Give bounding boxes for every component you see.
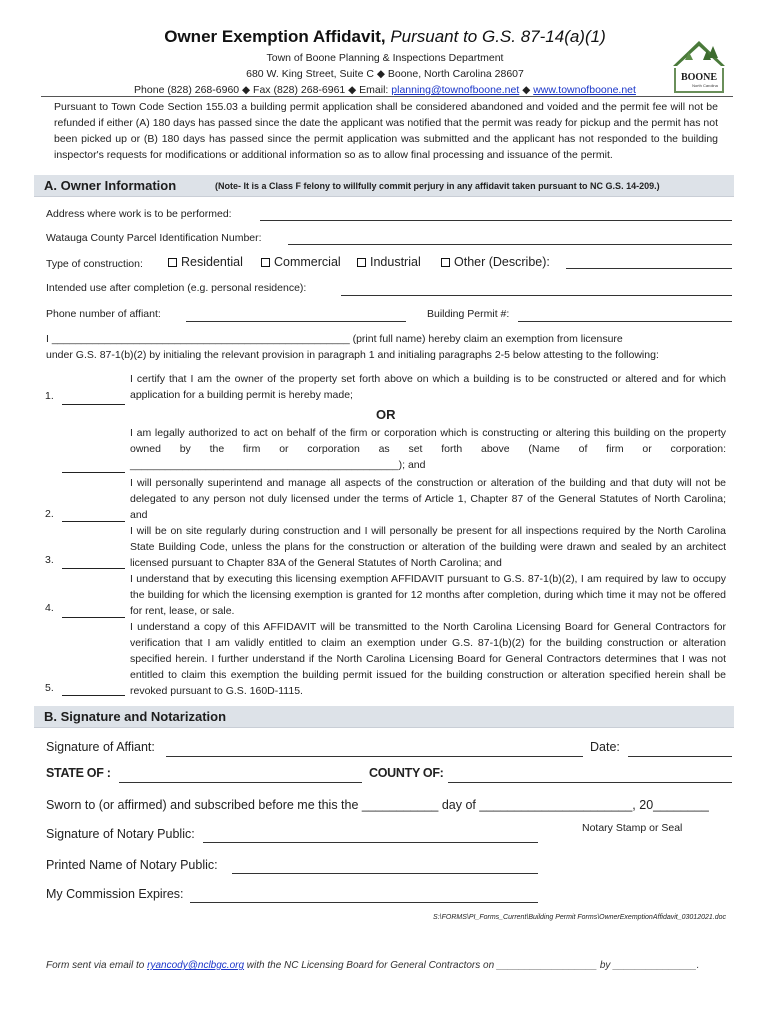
checkbox-icon (168, 258, 177, 267)
checkbox-icon (261, 258, 270, 267)
industrial-checkbox[interactable]: Industrial (357, 255, 421, 269)
item-5-number: 5. (45, 682, 54, 694)
town-logo (667, 36, 731, 94)
intro-paragraph: Pursuant to Town Code Section 155.03 a building permit application shall be considered abandoned and voided and the permit fee will not be refunded if either (A) 180 days has passed since the date the applicant was notified that the permit was ready for pickup and the permit has not been picked up or (B) 180 days has passed since the permit application was submitted and the applicant has not responded to the building inspector's requests for modifications or additional information so as to allow final processing and issuance of the permit. (54, 101, 718, 162)
department-name: Town of Boone Planning & Inspections Department (266, 52, 504, 64)
logo-text: BOONE (680, 72, 718, 83)
residential-checkbox[interactable]: Residential (168, 255, 243, 269)
item-2-number: 2. (45, 508, 54, 520)
phone-field[interactable] (186, 321, 406, 322)
affiant-signature-label: Signature of Affiant: (46, 740, 155, 754)
header-divider (41, 96, 733, 97)
item-3-text: I will be on site regularly during construction and I will personally be present for all inspections required by the North Carolina State Building Code, unless the plans for the construction or alteration of the building were drawn and sealed by an architect licensed pursuant to Chapter 83A of the General Statutes of North Carolina; and (130, 525, 726, 570)
intended-use-field[interactable] (341, 295, 732, 296)
sworn-statement: Sworn to (or affirmed) and subscribed before me this the ___________ day of ______________________, 20________ (46, 798, 709, 812)
item-5-initials[interactable] (62, 695, 125, 696)
page-title: Owner Exemption Affidavit, Pursuant to G.S. 87-14(a)(1) (164, 27, 606, 46)
permit-number-field[interactable] (518, 321, 732, 322)
state-field[interactable] (119, 782, 362, 783)
notary-signature-label: Signature of Notary Public: (46, 827, 195, 841)
section-a-title: A. Owner Information (44, 178, 177, 193)
checkbox-icon (357, 258, 366, 267)
item-4-number: 4. (45, 602, 54, 614)
construction-type-label: Type of construction: (46, 258, 143, 270)
logo-subtext: North Carolina (692, 83, 718, 88)
item-1-text: I certify that I am the owner of the property set forth above on which a building is to be constructed or altered and for which application for a building permit is hereby made; (130, 373, 726, 402)
commission-expires-label: My Commission Expires: (46, 887, 184, 901)
section-a-note: (Note- It is a Class F felony to willfully commit perjury in any affidavit taken pursuant to NC G.S. 14-209.) (215, 181, 660, 191)
date-field[interactable] (628, 756, 732, 757)
item-5-text: I understand a copy of this AFFIDAVIT will be transmitted to the North Carolina Licensing Board for General Contractors for verification that I am validly entitled to claim an exemption under G.S. 87-1(b)(2) for the building construction or alteration specified herein. I further understand if the North Carolina Licensing Board for General Contractors determines that I was not entitled to claim this exemption the building permit issued for the building construction or alteration specified herein shall be revoked pursuant to G.S. 160D-1115. (130, 621, 726, 698)
section-b-header (34, 706, 734, 728)
parcel-field[interactable] (288, 244, 732, 245)
section-b-title: B. Signature and Notarization (44, 709, 227, 724)
item-4-text: I understand that by executing this licensing exemption AFFIDAVIT pursuant to G.S. 87-1(b)(2), I am required by law to occupy the building for which the licensing exemption is granted for 12 months after completion, during which time it may not be offered for rent, lease, or sale. (130, 573, 726, 618)
item-1-number: 1. (45, 390, 54, 402)
section-a-header (34, 175, 734, 197)
intended-use-label: Intended use after completion (e.g. personal residence): (46, 282, 307, 294)
sent-statement: Form sent via email to ryancody@nclbgc.org with the NC Licensing Board for General Contractors on __________________ by _______________. (46, 960, 700, 971)
claim-statement-line1: I ___________________________________________________ (print full name) hereby claim an exemption from licensure (46, 333, 623, 345)
notary-printed-name-field[interactable] (232, 873, 538, 874)
phone-label: Phone number of affiant: (46, 308, 161, 320)
item-1b-text: I am legally authorized to act on behalf of the firm or corporation which is constructing or altering this building on the property owned by the firm or corporation as set forth above (Name of firm or corporation: ______________________________________________); and (130, 427, 726, 472)
item-1-initials[interactable] (62, 404, 125, 405)
item-2-initials[interactable] (62, 521, 125, 522)
parcel-label: Watauga County Parcel Identification Number: (46, 232, 262, 244)
affiant-signature-field[interactable] (166, 756, 583, 757)
item-1b-initials[interactable] (62, 472, 125, 473)
commission-expires-field[interactable] (190, 902, 538, 903)
licensing-email-link[interactable]: ryancody@nclbgc.org (147, 960, 245, 971)
county-label: COUNTY OF: (369, 766, 444, 780)
claim-statement-line2: under G.S. 87-1(b)(2) by initialing the relevant provision in paragraph 1 and initialing paragraphs 2-5 below attesting to the following: (46, 349, 659, 361)
other-checkbox[interactable]: Other (Describe): (441, 255, 550, 269)
permit-number-label: Building Permit #: (427, 308, 510, 320)
commercial-checkbox[interactable]: Commercial (261, 255, 341, 269)
or-separator: OR (376, 407, 396, 422)
department-contact: Phone (828) 268-6960 ◆ Fax (828) 268-6961 ◆ Email: planning@townofboone.net ◆ www.townofboone.net (134, 84, 636, 96)
department-address: 680 W. King Street, Suite C ◆ Boone, North Carolina 28607 (246, 68, 524, 80)
date-label: Date: (590, 740, 620, 754)
item-2-text: I will personally superintend and manage all aspects of the construction or alteration of the building and that duty will not be delegated to any person not duly licensed under the terms of Article 1, Chapter 87 of the General Statutes of North Carolina; and (130, 477, 726, 522)
item-4-initials[interactable] (62, 617, 125, 618)
file-path: S:\FORMS\PI_Forms_Current\Building Permit Forms\OwnerExemptionAffidavit_03012021.doc (433, 914, 726, 921)
other-description-field[interactable] (566, 268, 732, 269)
item-3-number: 3. (45, 554, 54, 566)
address-label: Address where work is to be performed: (46, 208, 232, 220)
state-label: STATE OF : (46, 766, 111, 780)
website-link[interactable]: www.townofboone.net (533, 84, 636, 96)
notary-stamp-label: Notary Stamp or Seal (582, 822, 683, 834)
checkbox-icon (441, 258, 450, 267)
notary-signature-field[interactable] (203, 842, 538, 843)
email-link[interactable]: planning@townofboone.net (391, 84, 520, 96)
item-3-initials[interactable] (62, 568, 125, 569)
address-field[interactable] (260, 220, 732, 221)
notary-printed-name-label: Printed Name of Notary Public: (46, 858, 218, 872)
county-field[interactable] (448, 782, 732, 783)
